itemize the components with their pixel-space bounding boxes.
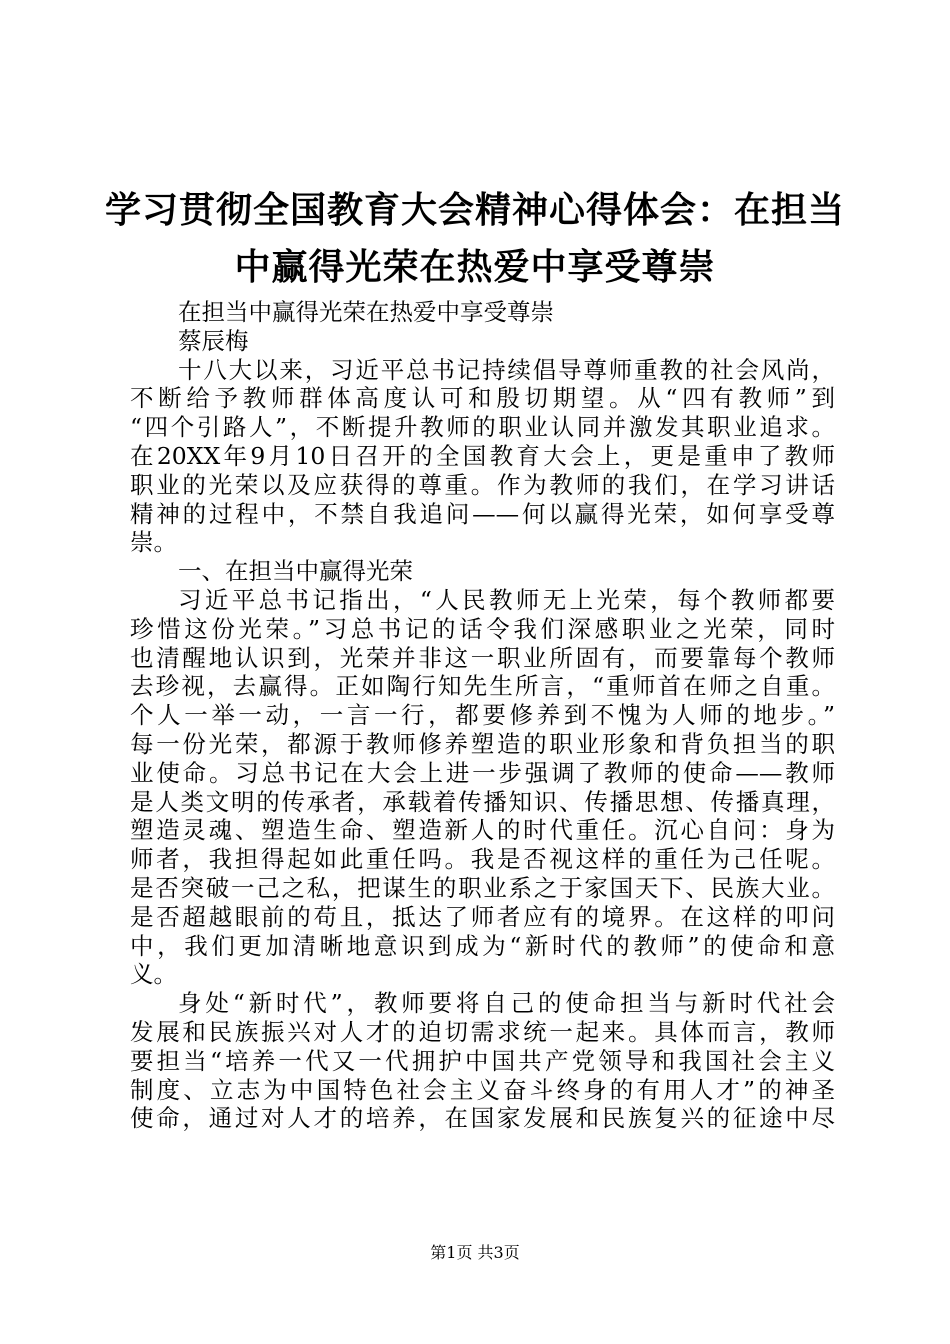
section-heading: 一、在担当中赢得光荣 (178, 557, 413, 586)
body-line: 个人一举一动，一言一行，都要修养到不愧为人师的地步。” (130, 701, 835, 730)
body-line: 制度、立志为中国特色社会主义奋斗终身的有用人才”的神圣 (130, 1075, 835, 1104)
body-line: 是否超越眼前的苟且，抵达了师者应有的境界。在这样的叩问 (130, 902, 835, 931)
body-line: 习近平总书记指出，“人民教师无上光荣，每个教师都要 (178, 585, 835, 614)
body-line: 也清醒地认识到，光荣并非这一职业所固有，而要靠每个教师 (130, 643, 835, 672)
body-line: 十八大以来，习近平总书记持续倡导尊师重教的社会风尚， (178, 355, 835, 384)
body-line: 业使命。习总书记在大会上进一步强调了教师的使命——教师 (130, 758, 835, 787)
body-line: “四个引路人”，不断提升教师的职业认同并激发其职业追求。 (130, 413, 835, 442)
body-line: 精神的过程中，不禁自我追问——何以赢得光荣，如何享受尊 (130, 499, 835, 528)
body-line: 崇。 (130, 528, 177, 557)
body-line: 义。 (130, 960, 177, 989)
author-line: 蔡辰梅 (178, 326, 249, 355)
body-line: 是人类文明的传承者，承载着传播知识、传播思想、传播真理， (130, 787, 835, 816)
document-title-line-2: 中赢得光荣在热爱中享受尊崇 (234, 247, 716, 288)
body-line: 在20XX年9月10日召开的全国教育大会上，更是重申了教师 (130, 441, 835, 470)
body-line: 中，我们更加清晰地意识到成为“新时代的教师”的使命和意 (130, 931, 835, 960)
page-number-footer: 第1页 共3页 (430, 1243, 520, 1262)
document-body (130, 298, 835, 1133)
body-line: 身处“新时代”，教师要将自己的使命担当与新时代社会 (178, 989, 835, 1018)
body-line: 珍惜这份光荣。”习总书记的话令我们深感职业之光荣，同时 (130, 614, 835, 643)
body-line: 去珍视，去赢得。正如陶行知先生所言，“重师首在师之自重。 (130, 672, 835, 701)
body-line: 塑造灵魂、塑造生命、塑造新人的时代重任。沉心自问：身为 (130, 816, 835, 845)
body-line: 不断给予教师群体高度认可和殷切期望。从“四有教师”到 (130, 384, 835, 413)
body-line: 师者，我担得起如此重任吗。我是否视这样的重任为己任呢。 (130, 845, 835, 874)
body-line: 每一份光荣，都源于教师修养塑造的职业形象和背负担当的职 (130, 729, 835, 758)
body-line: 发展和民族振兴对人才的迫切需求统一起来。具体而言，教师 (130, 1017, 835, 1046)
body-line: 使命，通过对人才的培养，在国家发展和民族复兴的征途中尽 (130, 1104, 835, 1133)
body-line: 职业的光荣以及应获得的尊重。作为教师的我们，在学习讲话 (130, 470, 835, 499)
subtitle-line: 在担当中赢得光荣在热爱中享受尊崇 (178, 298, 554, 326)
body-line: 要担当“培养一代又一代拥护中国共产党领导和我国社会主义 (130, 1046, 835, 1075)
body-line: 是否突破一己之私，把谋生的职业系之于家国天下、民族大业。 (130, 873, 835, 902)
document-title-line-1: 学习贯彻全国教育大会精神心得体会：在担当 (104, 190, 845, 231)
